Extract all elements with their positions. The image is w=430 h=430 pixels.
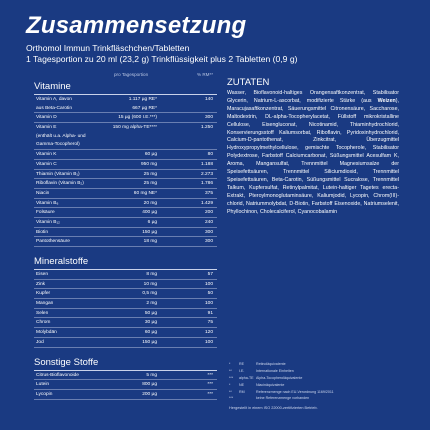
- product-name: Orthomol Immun Trinkfläschchen/Tabletten: [26, 43, 190, 53]
- nutrient-label: Gamma-Tocopherol): [36, 142, 80, 148]
- table-row: [34, 390, 217, 400]
- legend-item: [229, 361, 399, 368]
- daily-portion-note: 1 Tagesportion zu 20 ml (23,2 g) Trinkflüssigkeit plus 2 Tabletten (0,9 g): [26, 54, 298, 64]
- ingredients-text-part2: ), Maracujasaftkonzentrat, Säuerungsmittel Citronensäure, Saccharose, Maltodextrin, DL-alpha-Tocopherylacetat, Füllstoff mikrokristalline Cellulose, Eisengluconat, Nicotinamid, Thiaminhydrochlorid, Konservierungsstoff Kaliumsorbat, Riboflavin, Pyridoxinhydrochlorid, Calcium-D-pantothenat, Zinkcitrat, Überzugmittel Hydroxypropylmethylcellulose, gemischte Tocopherole, Stabilisator Polydextrose, Farbstoff Calciumcarbonat, Süßungsmittel Acesulfam K, Aroma, Mangansulfat, Trennmittel Magnesiumsalze der Speisefettsäuren, Trennmittel Siliciumdioxid, Trennmittel Speisefettsäuren, Beta-Carotin, Süßungsmittel Sucralose, Trennmittel Talkum, Kupfersulfat, Retinylpalmitat, Lutein-haltiger Tagetes erecta-Extrakt, Pteroylmonoglutaminsäure, Kaliumjodid, Lycopin, Chrom(III)-chlorid, Natriummolybdat, D-Biotin, Farbstoff Eisenoxide, Natriumselenit, Phyllochinon, Cholecalciferol, Cyanocobalamin: [227, 97, 399, 215]
- legend-item: [229, 389, 399, 396]
- header-rm: % RM**: [197, 72, 214, 77]
- nutrient-rm: 100: [204, 301, 213, 307]
- nutrient-label: aus Beta-Carotin: [36, 105, 72, 111]
- nutrient-rm: 100: [204, 339, 213, 345]
- column-headers: [34, 70, 217, 80]
- legend-symbol: *: [229, 382, 231, 387]
- nutrient-label: Molybdän: [36, 330, 57, 336]
- nutrient-rm: 57: [207, 272, 213, 277]
- legend-symbol: **: [229, 368, 232, 373]
- table-row: [34, 170, 217, 180]
- table-row: [34, 318, 217, 328]
- nutrient-label: Citrus-Bioflavonoide: [36, 372, 79, 378]
- nutrient-label: Lutein: [36, 382, 50, 388]
- legend-text: Referenzmenge nach EU-Verordnung 1169/2011: [256, 389, 334, 394]
- nutrient-label: Eisen: [36, 272, 48, 277]
- nutrient-amount: 8 mg: [146, 272, 157, 277]
- nutrient-rm: 300: [204, 229, 213, 235]
- legend-key: NE: [239, 382, 244, 387]
- table-row: [34, 280, 217, 290]
- legend-symbol: ***: [229, 396, 234, 401]
- legend-key: I.E.: [239, 368, 245, 373]
- nutrient-label: (enthält u.a. Alpha- und: [36, 133, 86, 139]
- nutrient-rm: 300: [204, 115, 213, 121]
- table-row: [34, 150, 217, 160]
- nutrient-amount: 18 mg: [143, 239, 157, 245]
- table-row: [34, 299, 217, 309]
- nutrient-label: Kupfer: [36, 291, 51, 297]
- nutrient-amount: 667 µg RE*: [132, 105, 157, 111]
- legend-item: [229, 375, 399, 382]
- nutrient-rm: 1.250: [200, 125, 213, 131]
- nutrient-table: [34, 70, 217, 400]
- legend-symbol: *: [229, 362, 231, 366]
- legend-text: Alpha-Tocopheroläquivalente: [256, 375, 303, 380]
- sonstige-rows: [34, 371, 217, 400]
- nutrient-rm: 1.188: [200, 161, 213, 167]
- nutrient-rm: 91: [207, 310, 213, 316]
- nutrient-amount: 6 µg: [147, 219, 157, 225]
- nutrient-amount: 2 mg: [146, 301, 157, 307]
- legend-item: [229, 368, 399, 375]
- nutrient-rm: 375: [204, 190, 213, 196]
- nutrient-label: Vitamin C: [36, 161, 57, 167]
- nutrient-rm: 120: [204, 330, 213, 336]
- nutrient-rm: 240: [204, 219, 213, 225]
- nutrient-rm: 140: [204, 97, 213, 102]
- table-row: [34, 208, 217, 218]
- nutrient-amount: 950 mg: [141, 161, 157, 167]
- nutrient-rm: 50: [207, 291, 213, 297]
- nutrient-amount: 25 mg: [143, 181, 157, 187]
- nutrient-label: Vitamin D: [36, 115, 57, 121]
- nutrient-label: Selen: [36, 310, 49, 316]
- nutrient-amount: 20 mg: [143, 200, 157, 206]
- nutrient-amount: 150 mg alpha-TE****: [112, 125, 157, 131]
- table-row: [34, 104, 217, 114]
- table-row: [34, 289, 217, 299]
- legend-key: alpha-TE: [239, 375, 254, 380]
- nutrient-amount: 15 µg (600 I.E.***): [118, 115, 157, 121]
- nutrient-rm: ***: [207, 372, 213, 378]
- nutrient-rm: ***: [207, 391, 213, 397]
- nutrient-amount: 30 µg: [144, 320, 157, 326]
- legend-text: Niacinäquivalente: [256, 382, 285, 387]
- legend-item: [229, 382, 399, 389]
- nutrient-label: Folsäure: [36, 210, 55, 216]
- legend-item: [229, 395, 399, 402]
- ingredients-title: ZUTATEN: [227, 77, 270, 88]
- nutrient-amount: 400 µg: [142, 210, 157, 216]
- nutrient-label: Niacin: [36, 190, 50, 196]
- nutrient-amount: 800 µg: [142, 382, 157, 388]
- nutrient-rm: 1.786: [200, 181, 213, 187]
- allergen-highlight: Weizen: [377, 97, 396, 104]
- mineralstoffe-rows: [34, 270, 217, 348]
- nutrient-amount: 5 mg: [146, 372, 157, 378]
- table-row: [34, 95, 217, 104]
- nutrient-amount: 0,5 mg: [142, 291, 157, 297]
- nutrient-rm: 200: [204, 210, 213, 216]
- nutrient-amount: 25 mg: [143, 171, 157, 177]
- nutrient-amount: 150 µg: [142, 229, 157, 235]
- section-title-vitamine: Vitamine: [34, 81, 217, 95]
- nutrient-label: Vitamin K: [36, 152, 57, 158]
- table-row: [34, 237, 217, 247]
- table-row: [34, 113, 217, 123]
- nutrient-label: Lycopin: [36, 391, 53, 397]
- legend-key: RM: [239, 389, 245, 394]
- table-row: [34, 270, 217, 280]
- legend-symbol: ***: [229, 375, 234, 380]
- table-row: [34, 179, 217, 189]
- ingredients-text: [227, 90, 399, 217]
- nutrient-amount: 1.117 µg RE*: [128, 97, 157, 102]
- header-amount: pro Tagesportion: [114, 72, 149, 77]
- nutrient-label: Jod: [36, 339, 44, 345]
- legend-text: Retinoläquivalente: [256, 362, 286, 366]
- nutrient-amount: 60 mg NE*: [133, 190, 157, 196]
- footer-note: Hergestellt in einem ISO 22000-zertifizierten Betrieb.: [229, 406, 318, 410]
- table-row: [34, 309, 217, 319]
- table-row: [34, 218, 217, 228]
- nutrient-amount: 200 µg: [142, 391, 157, 397]
- nutrient-amount: 60 µg: [144, 330, 157, 336]
- nutrient-rm: 80: [207, 152, 213, 158]
- legend-text: Internationale Einheiten: [256, 368, 294, 373]
- table-row: [34, 228, 217, 238]
- nutrient-amount: 150 µg: [142, 339, 157, 345]
- table-row: [34, 140, 217, 150]
- table-row: [34, 199, 217, 209]
- table-row: [34, 371, 217, 381]
- nutrient-rm: ***: [207, 382, 213, 388]
- nutrient-label: Pantothensäure: [36, 239, 70, 245]
- table-row: [34, 160, 217, 170]
- nutrient-label: Vitamin B₁₂: [36, 219, 60, 225]
- table-row: [34, 123, 217, 132]
- nutrient-label: Mangan: [36, 301, 54, 307]
- nutrient-rm: 1.429: [200, 200, 213, 206]
- ingredients-text-part1: Wasser, Bioflavonoid-haltiges Orangensaftkonzentrat, Stabilisator Glycerin, Natrium-L-ascorbat, modifizierte Stärke (aus: [227, 90, 399, 104]
- ingredients-block: [227, 77, 399, 217]
- table-row: [34, 132, 217, 141]
- table-row: [34, 189, 217, 199]
- nutrient-rm: 75: [207, 320, 213, 326]
- vitamine-rows: [34, 95, 217, 247]
- nutrient-amount: 50 µg: [144, 310, 157, 316]
- table-row: [34, 328, 217, 338]
- nutrient-amount: 60 µg: [144, 152, 157, 158]
- legend: [229, 361, 399, 402]
- page-title: Zusammensetzung: [26, 12, 247, 39]
- nutrient-rm: 300: [204, 239, 213, 245]
- nutrient-label: Thiamin (Vitamin B₁): [36, 171, 80, 177]
- table-row: [34, 338, 217, 348]
- nutrient-amount: 10 mg: [143, 281, 157, 287]
- section-title-mineralstoffe: Mineralstoffe: [34, 256, 217, 270]
- nutrient-label: Vitamin B₆: [36, 200, 59, 206]
- nutrient-label: Vitamin E: [36, 125, 57, 131]
- nutrient-rm: 2.273: [200, 171, 213, 177]
- legend-text: keine Referenzmenge vorhanden: [256, 396, 310, 401]
- nutrient-label: Chrom: [36, 320, 51, 326]
- legend-symbol: **: [229, 389, 232, 394]
- nutrient-rm: 100: [204, 281, 213, 287]
- table-row: [34, 380, 217, 390]
- nutrient-label: Riboflavin (Vitamin B₂): [36, 181, 84, 187]
- nutrient-label: Biotin: [36, 229, 48, 235]
- nutrient-label: Zink: [36, 281, 46, 287]
- nutrient-label: Vitamin A, davon: [36, 97, 72, 102]
- section-title-sonstige: Sonstige Stoffe: [34, 357, 217, 371]
- legend-key: RE: [239, 362, 244, 366]
